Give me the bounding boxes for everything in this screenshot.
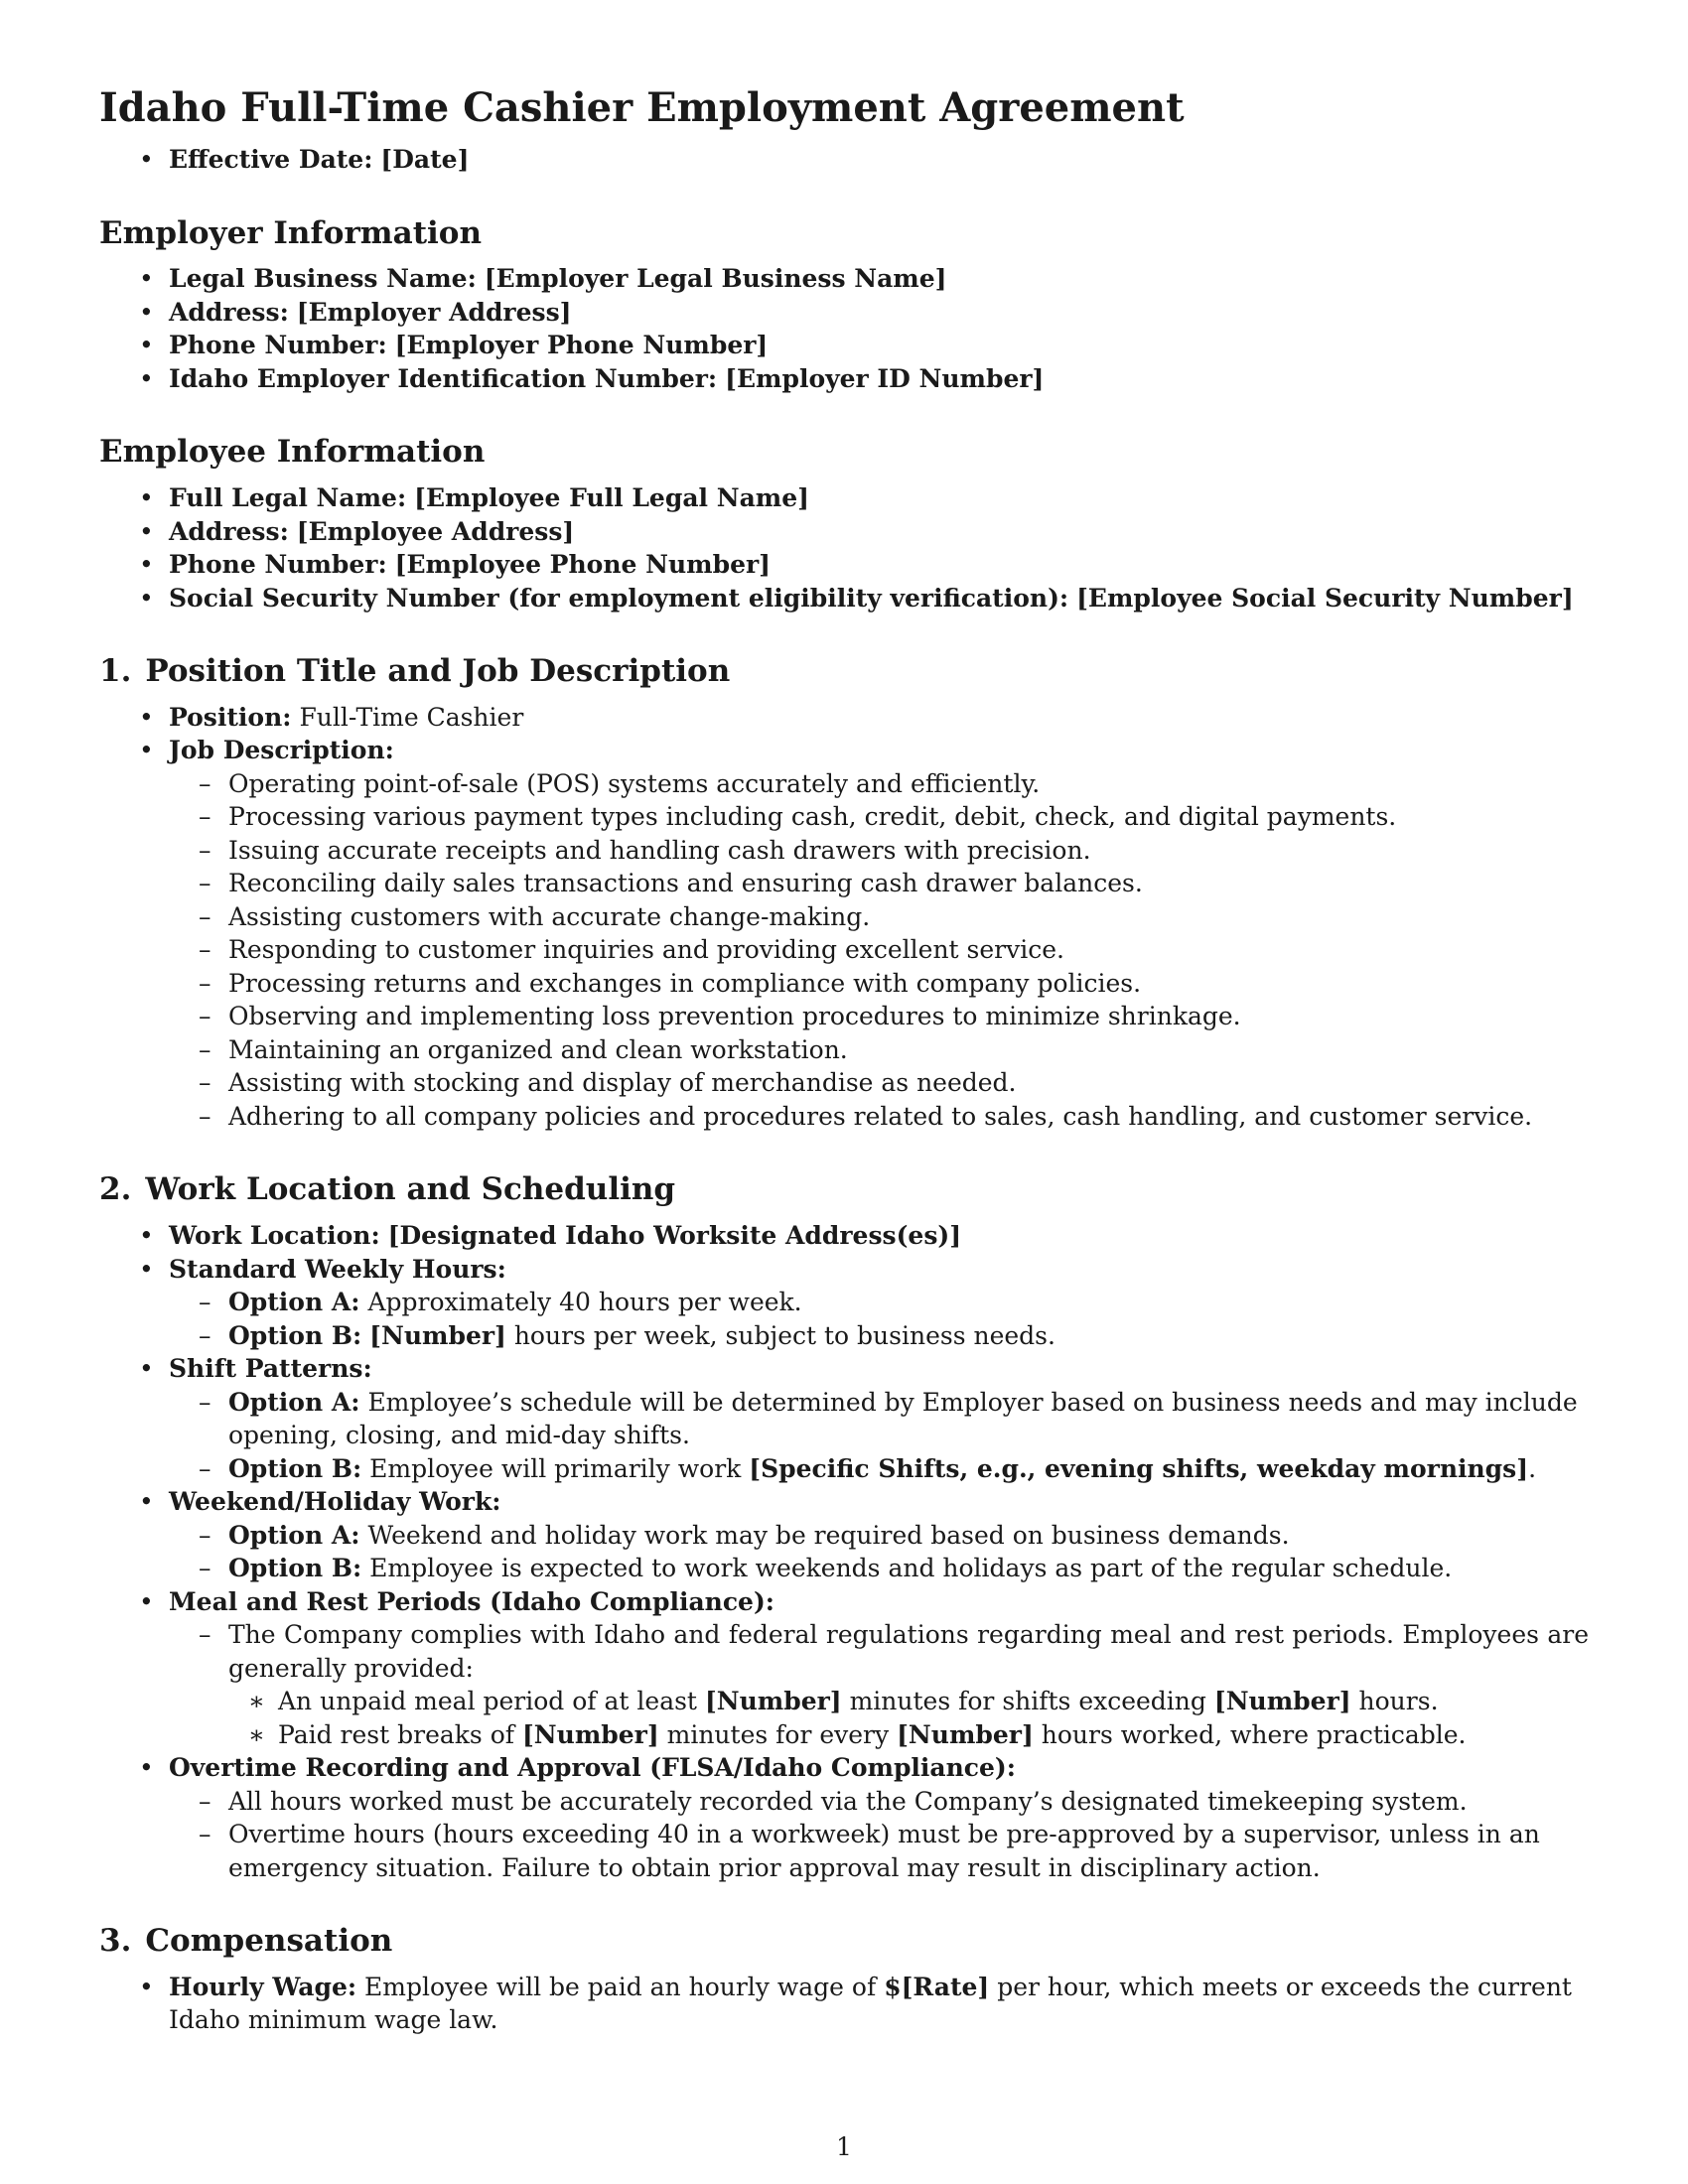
- duty-item: – Assisting with stocking and display of merchandise as needed.: [99, 1066, 1589, 1100]
- employer-list: [99, 262, 1589, 395]
- employer-field: • Phone Number: [Employer Phone Number]: [99, 329, 1589, 362]
- meal-period-item: ∗ An unpaid meal period of at least [Number] minutes for shifts exceeding [Number] hours.: [99, 1685, 1589, 1718]
- meal-rest-text: – The Company complies with Idaho and federal regulations regarding meal and rest periods. Employees are generally provided: ∗ An unpaid meal period of at least [Number] minutes for shifts exceeding [Number] hours. ∗ Paid rest breaks of [Number] minutes for every [Number] hours worked, where practicable.: [99, 1618, 1589, 1751]
- page-number: 1: [836, 2132, 852, 2161]
- document-title: Idaho Full-Time Cashier Employment Agreement: [99, 84, 1185, 131]
- shift-option-a: – Option A: Employee’s schedule will be determined by Employer based on business needs and may include opening, closing, and mid-day shifts.: [99, 1386, 1589, 1452]
- section-3-heading: 3. Compensation: [99, 1923, 393, 1959]
- employee-field: • Address: [Employee Address]: [99, 515, 1589, 549]
- duty-item: – Responding to customer inquiries and providing excellent service.: [99, 933, 1589, 967]
- section-1-heading: 1. Position Title and Job Description: [99, 653, 731, 689]
- duty-item: – Adhering to all company policies and procedures related to sales, cash handling, and customer service.: [99, 1100, 1589, 1134]
- duty-item: – Maintaining an organized and clean workstation.: [99, 1033, 1589, 1067]
- effective-date-list: [99, 143, 1589, 177]
- duty-item: – Observing and implementing loss prevention procedures to minimize shrinkage.: [99, 1000, 1589, 1033]
- overtime-recording: • Overtime Recording and Approval (FLSA/Idaho Compliance): – All hours worked must be accurately recorded via the Company’s designated timekeeping system. – Overtime hours (hours exceeding 40 in a workweek) must be pre-approved by a supervisor, unless in an emergency situation. Failure to obtain prior approval may result in disciplinary action.: [99, 1751, 1589, 1884]
- employee-field: • Phone Number: [Employee Phone Number]: [99, 548, 1589, 582]
- section-2-heading: 2. Work Location and Scheduling: [99, 1171, 676, 1208]
- shift-patterns: • Shift Patterns: – Option A: Employee’s schedule will be determined by Employer based on business needs and may include opening, closing, and mid-day shifts. – Option B: Employee will primarily work [Specific Shifts, e.g., evening shifts, weekday mornings].: [99, 1352, 1589, 1485]
- employer-heading: Employer Information: [99, 214, 483, 251]
- hours-option-b: – Option B: [Number] hours per week, subject to business needs.: [99, 1319, 1589, 1353]
- weekly-hours: • Standard Weekly Hours: – Option A: Approximately 40 hours per week. – Option B: [Number] hours per week, subject to business needs.: [99, 1253, 1589, 1353]
- employee-list: [99, 481, 1589, 614]
- weekend-option-a: – Option A: Weekend and holiday work may be required based on business demands.: [99, 1519, 1589, 1553]
- document-page: [99, 83, 1589, 2037]
- duties-list: [169, 767, 1589, 1134]
- employee-heading: Employee Information: [99, 434, 486, 471]
- meal-rest-periods: • Meal and Rest Periods (Idaho Compliance): – The Company complies with Idaho and federal regulations regarding meal and rest periods. Employees are generally provided: ∗ An unpaid meal period of at least [Number] minutes for shifts exceeding [Number] hours. ∗ Paid rest breaks of [Number] minutes for every [Number] hours worked, where practicable.: [99, 1585, 1589, 1752]
- section-1-list: [99, 701, 1589, 1134]
- work-location: • Work Location: [Designated Idaho Worksite Address(es)]: [99, 1219, 1589, 1253]
- weekend-option-b: – Option B: Employee is expected to work weekends and holidays as part of the regular schedule.: [99, 1552, 1589, 1585]
- overtime-item: – All hours worked must be accurately recorded via the Company’s designated timekeeping system.: [99, 1785, 1589, 1819]
- duty-item: – Processing returns and exchanges in compliance with company policies.: [99, 967, 1589, 1001]
- employer-field: • Idaho Employer Identification Number: [Employer ID Number]: [99, 362, 1589, 396]
- effective-date: • Effective Date: [Date]: [99, 143, 1589, 177]
- duty-item: – Assisting customers with accurate change-making.: [99, 900, 1589, 934]
- job-description: • Job Description: – Operating point-of-sale (POS) systems accurately and efficiently. – Processing various payment types including cash, credit, debit, check, and digital payments. – Issuing accurate receipts and handling cash drawers with precision. – Reconciling daily sales transactions and ensuring cash drawer balances. – Assisting customers with accurate change-making. – Responding to customer inquiries and providing excellent service. – Processing returns and exchanges in compliance with company policies. – Observing and implementing loss prevention procedures to minimize shrinkage. – Maintaining an organized and clean workstation. – Assisting with stocking and display of merchandise as needed. – Adhering to all company policies and procedures related to sales, cash handling, and customer service.: [99, 734, 1589, 1133]
- weekend-holiday-work: • Weekend/Holiday Work: – Option A: Weekend and holiday work may be required based on business demands. – Option B: Employee is expected to work weekends and holidays as part of the regular schedule.: [99, 1485, 1589, 1585]
- employer-field: • Legal Business Name: [Employer Legal Business Name]: [99, 262, 1589, 296]
- section-2-list: [99, 1219, 1589, 1884]
- position-field: • Position: Full-Time Cashier: [99, 701, 1589, 735]
- employee-field: • Social Security Number (for employment eligibility verification): [Employee Social Security Number]: [99, 582, 1589, 615]
- duty-item: – Issuing accurate receipts and handling cash drawers with precision.: [99, 834, 1589, 868]
- rest-break-item: ∗ Paid rest breaks of [Number] minutes for every [Number] hours worked, where practicable.: [99, 1718, 1589, 1752]
- employee-field: • Full Legal Name: [Employee Full Legal Name]: [99, 481, 1589, 515]
- hours-option-a: – Option A: Approximately 40 hours per week.: [99, 1286, 1589, 1319]
- duty-item: – Operating point-of-sale (POS) systems accurately and efficiently.: [99, 767, 1589, 801]
- employer-field: • Address: [Employer Address]: [99, 296, 1589, 330]
- overtime-item: – Overtime hours (hours exceeding 40 in a workweek) must be pre-approved by a supervisor, unless in an emergency situation. Failure to obtain prior approval may result in disciplinary action.: [99, 1818, 1589, 1884]
- hourly-wage: • Hourly Wage: Employee will be paid an hourly wage of $[Rate] per hour, which meets or exceeds the current Idaho minimum wage law.: [99, 1971, 1589, 2037]
- duty-item: – Processing various payment types including cash, credit, debit, check, and digital payments.: [99, 800, 1589, 834]
- shift-option-b: – Option B: Employee will primarily work [Specific Shifts, e.g., evening shifts, weekday mornings].: [99, 1452, 1589, 1486]
- section-3-list: [99, 1971, 1589, 2037]
- duty-item: – Reconciling daily sales transactions and ensuring cash drawer balances.: [99, 867, 1589, 900]
